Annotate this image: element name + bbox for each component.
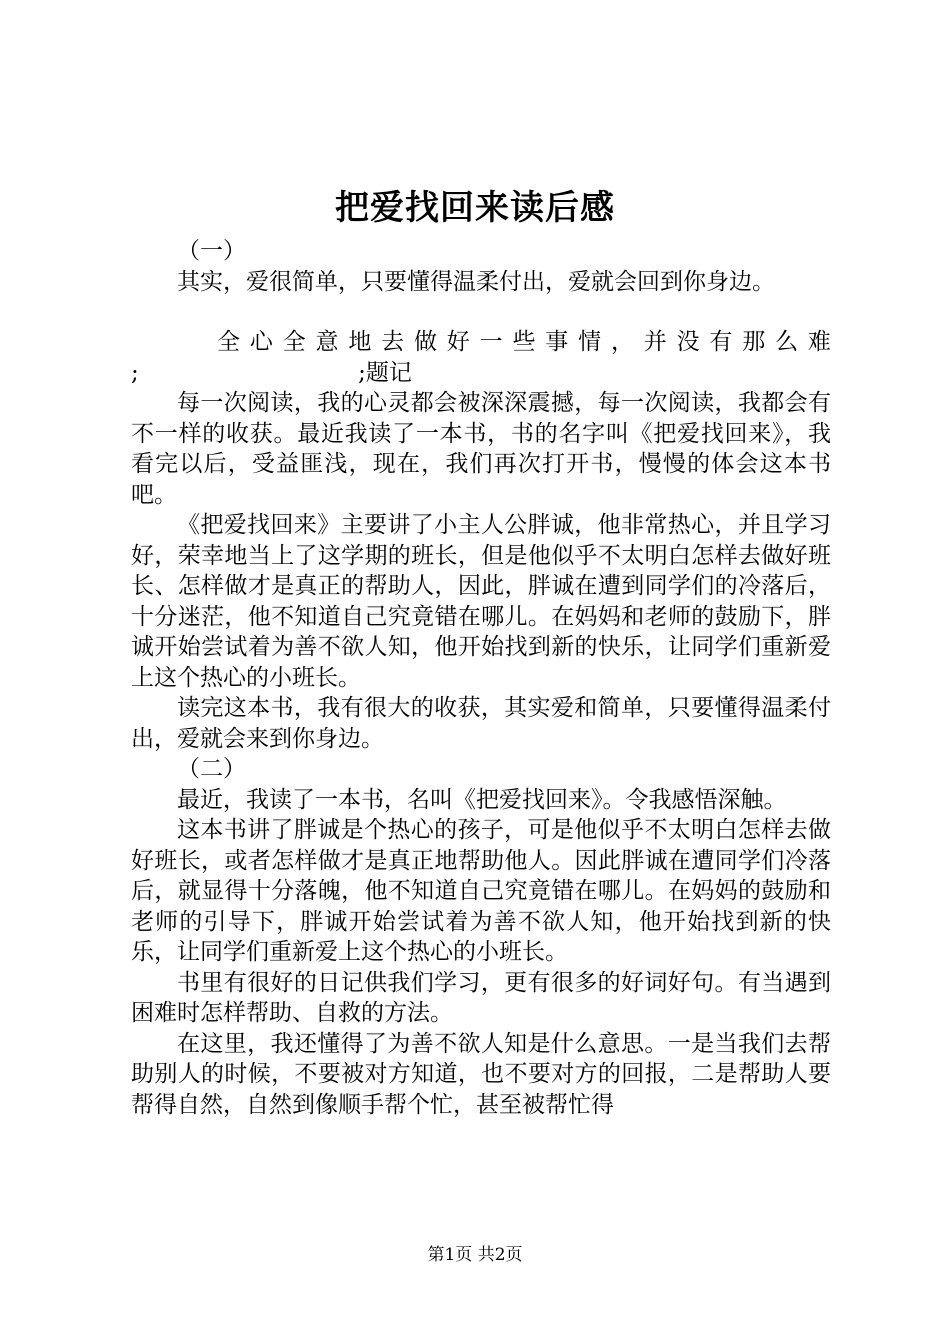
- epigraph-char: 那: [742, 329, 766, 355]
- section-label-two: （二）: [177, 756, 246, 782]
- epigraph-char: 么: [775, 329, 799, 355]
- epigraph-char: 地: [348, 329, 372, 355]
- epigraph-char: 些: [512, 329, 536, 355]
- epigraph-char: ，: [610, 329, 634, 355]
- epigraph-char: 难: [807, 329, 831, 355]
- epigraph-char: 没: [676, 329, 700, 355]
- paragraph-1: 每一次阅读，我的心灵都会被深深震撼，每一次阅读，我都会有不一样的收获。最近我读了一本书，书的名字叫《把爱找回来》，我看完以后，受益匪浅，现在，我们再次打开书，慢慢的体会这本书吧。: [131, 390, 831, 508]
- paragraph-3: 读完这本书，我有很大的收获，其实爱和简单，只要懂得温柔付出，爱就会来到你身边。: [131, 695, 831, 752]
- paragraph-2: 《把爱找回来》主要讲了小主人公胖诚，他非常热心，并且学习好，荣幸地当上了这学期的班长，但是他似乎不太明白怎样去做好班长、怎样做才是真正的帮助人，因此，胖诚在遭到同学们的冷落后，十分迷茫，他不知道自己究竟错在哪儿。在妈妈和老师的鼓励下，胖诚开始尝试着为善不欲人知，他开始找到新的快乐，让同学们重新爱上这个热心的小班长。: [131, 512, 831, 691]
- epigraph-char: 全: [217, 329, 240, 355]
- paragraph-6: 书里有很好的日记供我们学习，更有很多的好词好句。有当遇到困难时怎样帮助、自救的方法。: [131, 969, 831, 1026]
- epigraph-char: 事: [545, 329, 569, 355]
- epigraph-char: 全: [282, 329, 306, 355]
- page-title: 把爱找回来读后感: [335, 188, 615, 228]
- epigraph-char: 并: [643, 329, 667, 355]
- epigraph-char: 有: [709, 329, 733, 355]
- epigraph-char: 做: [413, 329, 437, 355]
- epigraph-char: 一: [479, 329, 503, 355]
- epigraph-line: [131, 297, 831, 358]
- epigraph-char: 心: [249, 329, 273, 355]
- document-body: [131, 236, 831, 1120]
- epigraph-char: 去: [381, 329, 405, 355]
- page-footer: 第1页 共2页: [427, 1245, 523, 1265]
- epigraph-char: 好: [446, 329, 470, 355]
- paragraph-7: 在这里，我还懂得了为善不欲人知是什么意思。一是当我们去帮助别人的时候，不要被对方知道，也不要对方的回报，二是帮助人要帮得自然，自然到像顺手帮个忙，甚至被帮忙得: [131, 1030, 831, 1118]
- epigraph-char: 情: [578, 329, 602, 355]
- epigraph-end: ; ;题记: [131, 359, 412, 386]
- intro-paragraph: 其实，爱很简单，只要懂得温柔付出，爱就会回到你身边。: [177, 268, 775, 295]
- epigraph-char: 意: [315, 329, 339, 355]
- paragraph-5: 这本书讲了胖诚是个热心的孩子，可是他似乎不太明白怎样去做好班长，或者怎样做才是真正地帮助他人。因此胖诚在遭同学们冷落后，就显得十分落魄，他不知道自己究竟错在哪儿。在妈妈的鼓励和老师的引导下，胖诚开始尝试着为善不欲人知，他开始找到新的快乐，让同学们重新爱上这个热心的小班长。: [131, 817, 831, 965]
- paragraph-4: 最近，我读了一本书，名叫《把爱找回来》。令我感悟深触。: [177, 786, 787, 813]
- section-label-one: （一）: [177, 238, 246, 264]
